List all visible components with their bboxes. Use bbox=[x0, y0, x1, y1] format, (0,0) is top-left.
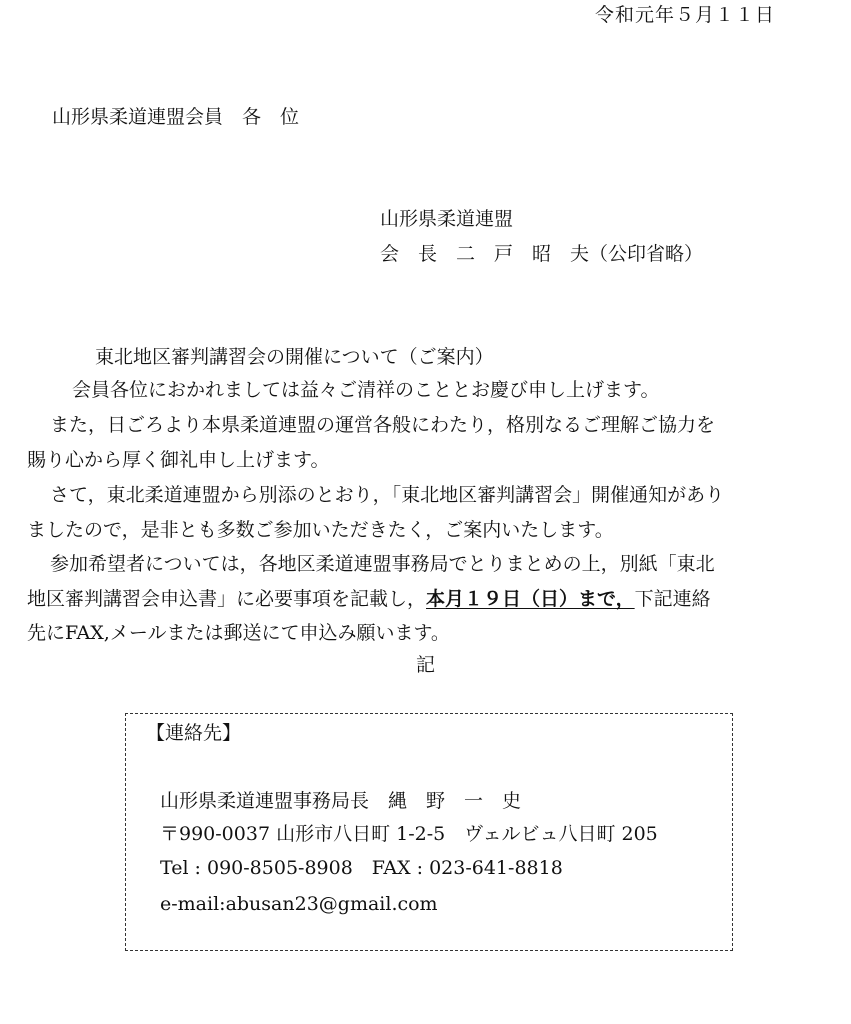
contact-address: 〒990-0037 山形市八日町 1-2-5 ヴェルビュ八日町 205 bbox=[160, 823, 658, 845]
contact-person: 山形県柔道連盟事務局長 縄 野 一 史 bbox=[160, 790, 522, 812]
contact-phone-fax: Tel : 090-8505-8908 FAX : 023-641-8818 bbox=[160, 857, 563, 879]
body-line-3: 賜り心から厚く御礼申し上げます。 bbox=[27, 449, 330, 471]
document-subject: 東北地区審判講習会の開催について（ご案内） bbox=[95, 346, 494, 368]
body-line-7-end: 下記連絡 bbox=[634, 588, 711, 610]
body-line-7-start: 地区審判講習会申込書」に必要事項を記載し， bbox=[27, 588, 427, 610]
body-line-8: 先にFAX,メールまたは郵送にて申込み願います。 bbox=[27, 622, 450, 644]
contact-heading: 【連絡先】 bbox=[146, 722, 242, 744]
body-line-1: 会員各位におかれましては益々ご清祥のこととお慶び申し上げます。 bbox=[72, 379, 660, 401]
deadline-text: 本月１９日（日）まで， bbox=[426, 588, 635, 610]
body-line-6: 参加希望者については，各地区柔道連盟事務局でとりまとめの上，別紙「東北 bbox=[50, 553, 715, 575]
contact-box bbox=[125, 713, 733, 951]
recipient-line: 山形県柔道連盟会員 各 位 bbox=[52, 106, 300, 128]
sender-organization: 山形県柔道連盟 bbox=[380, 208, 514, 230]
body-line-2: また，日ごろより本県柔道連盟の運営各般にわたり，格別なるご理解ご協力を bbox=[50, 414, 716, 436]
body-line-7 bbox=[27, 590, 711, 609]
document-date: 令和元年５月１１日 bbox=[594, 4, 775, 26]
contact-email: e-mail:abusan23@gmail.com bbox=[160, 893, 438, 915]
ki-marker: 記 bbox=[416, 654, 436, 676]
body-line-4: さて，東北柔道連盟から別添のとおり，「東北地区審判講習会」開催通知があり bbox=[50, 484, 725, 506]
body-line-5: ましたので，是非とも多数ご参加いただきたく，ご案内いたします。 bbox=[27, 519, 614, 541]
sender-name: 会 長 二 戸 昭 夫（公印省略） bbox=[380, 243, 704, 265]
